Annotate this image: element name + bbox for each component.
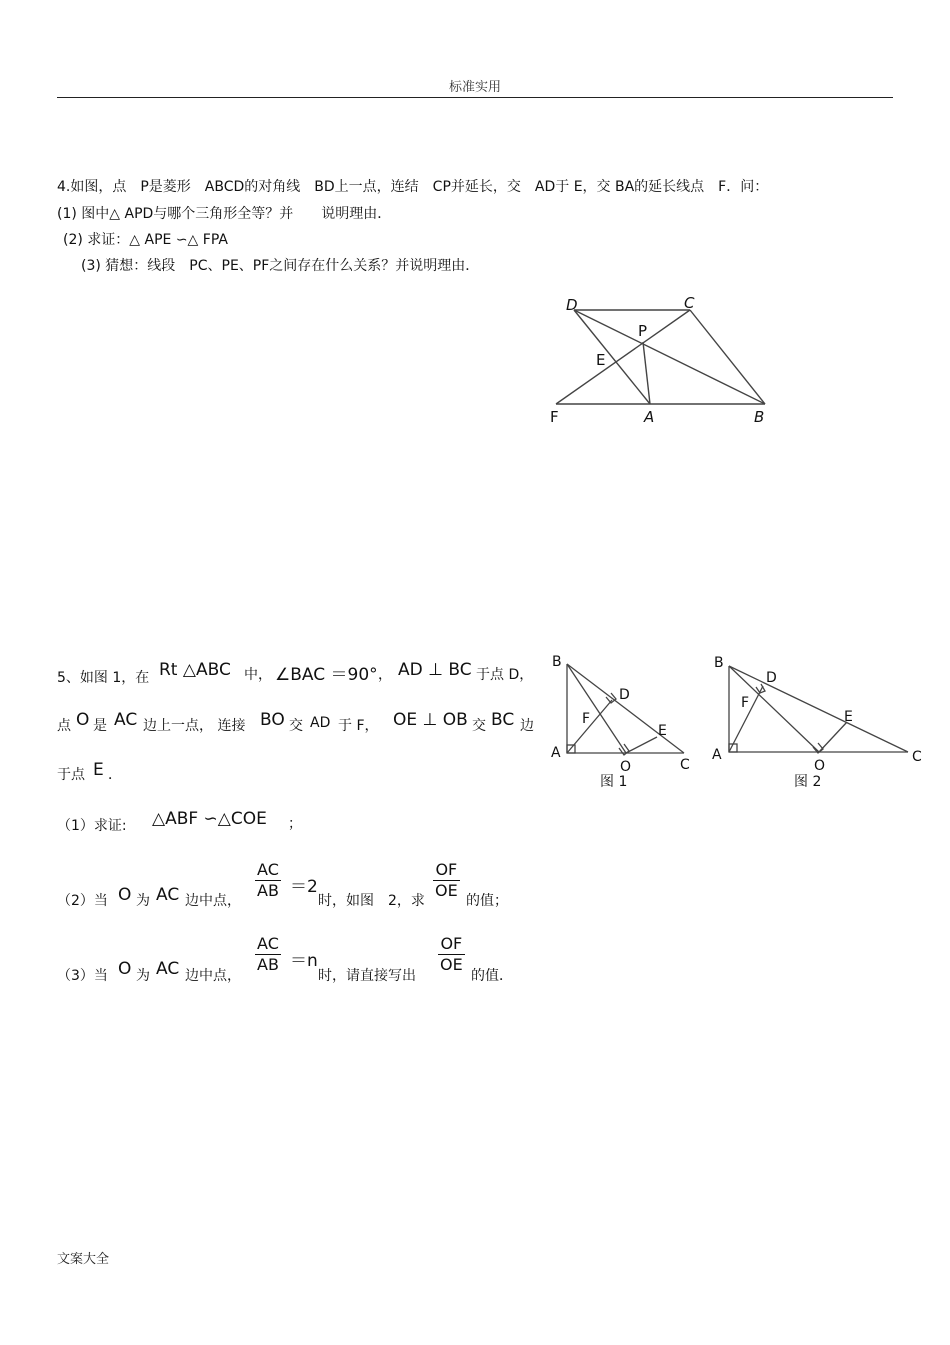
q4-label-d: D (566, 296, 578, 314)
q5-l2m: 边 (520, 718, 534, 734)
q5-p2j: 的值； (466, 893, 508, 909)
q4-label-c: C (684, 294, 695, 312)
q5-p3-ask-den: OE (440, 955, 463, 974)
q5-p3c: 为 (136, 968, 150, 984)
q5-p2-ratio-den: AB (257, 881, 279, 900)
q5-l1f: AD ⊥ BC (398, 660, 472, 680)
q5-l2b: O (76, 710, 90, 730)
q5-fig2-lines (729, 666, 908, 753)
q5-fig1-label-e: E (658, 723, 667, 739)
q5-p2-ask-den: OE (435, 881, 458, 900)
page-footer: 文案大全 (57, 1252, 110, 1267)
q4-label-e: E (596, 351, 606, 369)
q5-p3b: O (118, 959, 132, 979)
q5-l1b: Rt △ABC (159, 660, 231, 680)
q5-l2a: 点 (57, 718, 71, 734)
q5-p2e: 边中点， (185, 893, 241, 909)
q5-p3a: （3）当 (57, 968, 108, 984)
q5-p2-ratio-num: AC (255, 860, 281, 881)
q5-p2a: （2）当 (57, 893, 108, 909)
q5-p1c: ； (288, 816, 302, 832)
q5-fig2-label-f: F (741, 695, 750, 711)
q4-label-f: F (550, 408, 559, 426)
q4-label-a: A (644, 408, 655, 426)
q5-fig1-label-a: A (551, 745, 561, 761)
q5-p1b: △ABF ∽△COE (152, 809, 267, 829)
q5-p3g: ＝n (290, 951, 318, 971)
q5-l1d: ∠BAC ＝90° (275, 665, 378, 685)
q5-fig2-label-o: O (814, 758, 826, 774)
q5-fig2-label-a: A (712, 747, 722, 763)
q5-p2h: 时，如图 2，求 (318, 893, 425, 909)
q5-l2c: 是 (93, 718, 107, 734)
page-header: 标准实用 (448, 80, 501, 95)
q5-l2j: OE ⊥ OB (393, 710, 468, 730)
q5-l1c: 中， (244, 667, 272, 683)
q5-fig2-label-d: D (766, 670, 777, 686)
q4-item-1: (1) 图中△ APD与哪个三角形全等？并 说明理由． (57, 206, 392, 222)
q4-item-2: (2) 求证：△ APE ∽△ FPA (63, 232, 228, 248)
q5-fig1-label-d: D (619, 687, 630, 703)
q4-label-b: B (754, 408, 765, 426)
q5-p2d: AC (156, 885, 180, 905)
q5-l1g: 于点 D， (476, 667, 534, 683)
q5-fig2-label-e: E (844, 709, 853, 725)
q5-p3-ratio-num: AC (255, 934, 281, 955)
q4-item-3: (3) 猜想：线段 PC、PE、PF之间存在什么关系？并说明理由． (81, 258, 480, 274)
q5-fig2-caption: 图 2 (794, 774, 822, 790)
q5-p3e: 边中点， (185, 968, 241, 984)
q5-l1a: 5、如图 1，在 (57, 670, 150, 686)
q5-p3-ask-num: OF (438, 934, 465, 955)
q5-l2h: AD (310, 715, 331, 731)
q5-p2b: O (118, 885, 132, 905)
q5-l2f: BO (260, 710, 285, 730)
q5-fig1-label-b: B (552, 654, 562, 670)
q5-l2e: 边上一点， 连接 (143, 718, 246, 734)
q5-p3h: 时，请直接写出 (318, 968, 416, 984)
q5-l2d: AC (114, 710, 138, 730)
q5-p1a: （1）求证: (57, 818, 127, 834)
q5-fig2-label-c: C (912, 749, 922, 765)
q4-label-p: P (638, 322, 648, 340)
q5-l1e: ， (378, 667, 392, 683)
q5-fig1-label-o: O (620, 759, 632, 775)
q5-fig1-caption: 图 1 (600, 774, 628, 790)
q5-l2k: 交 (472, 718, 486, 734)
q5-l3c: ． (108, 767, 122, 783)
q5-l3a: 于点 (57, 767, 85, 783)
q5-p3d: AC (156, 959, 180, 979)
q5-fig2-label-b: B (714, 655, 724, 671)
q5-p2c: 为 (136, 893, 150, 909)
q5-p2g: ＝2 (290, 877, 318, 897)
q5-p3-ratio-den: AB (257, 955, 279, 974)
q5-fig1-label-c: C (680, 757, 690, 773)
q5-p3j: 的值． (471, 968, 513, 984)
q5-fig1-label-f: F (582, 711, 591, 727)
q4-stem: 4.如图，点 P是菱形 ABCD的对角线 BD上一点，连结 CP并延长，交 AD于 E，交 BA的延长线点 F．问： (57, 179, 769, 195)
q5-l2l: BC (491, 710, 515, 730)
q5-l2i: 于 F， (338, 718, 379, 734)
q5-l2g: 交 (289, 718, 303, 734)
q5-p2-ask-num: OF (433, 860, 460, 881)
q5-l3b: E (93, 760, 104, 780)
